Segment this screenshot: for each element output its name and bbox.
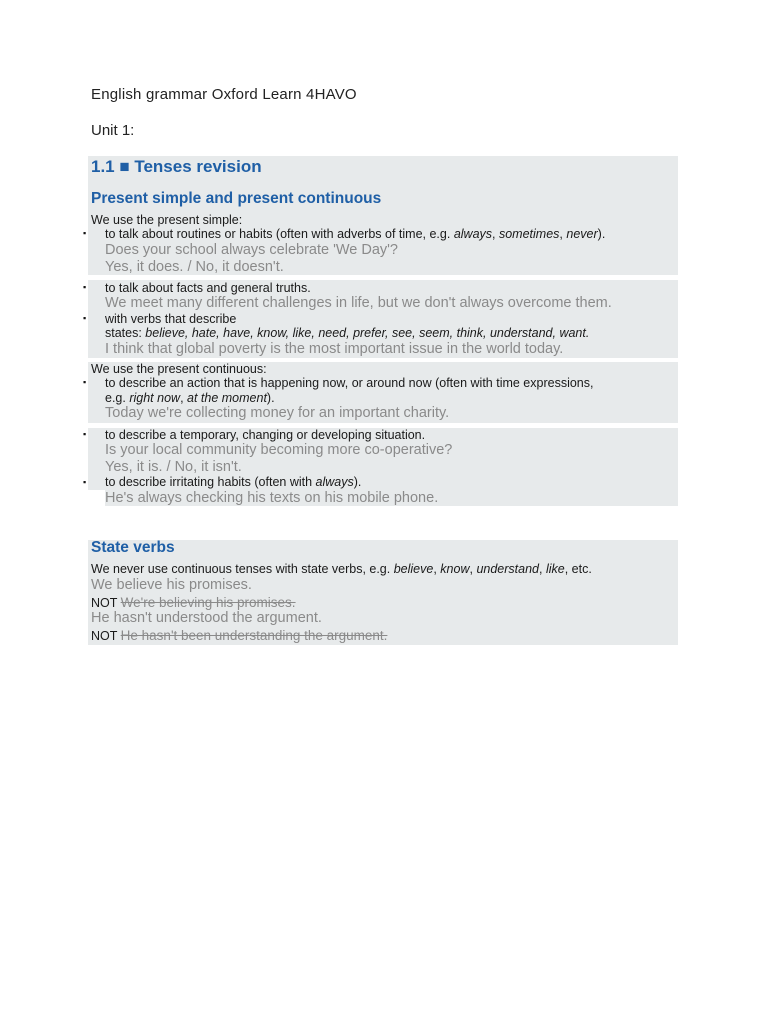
bullet-icon: ▪ <box>83 477 87 487</box>
pc-item-temporary: to describe a temporary, changing or developing situation. <box>105 428 426 442</box>
present-simple-facts-box <box>83 280 678 358</box>
tenses-revision-box <box>83 156 678 275</box>
ps-item-states-line2: states: believe, hate, have, know, like, need, prefer, see, seem, think, understand, want. <box>105 326 590 340</box>
example-text: Does your school always celebrate 'We Day'? <box>105 242 398 258</box>
bullet-icon: ▪ <box>83 282 87 292</box>
document-title: English grammar Oxford Learn 4HAVO <box>91 86 357 103</box>
section-heading: 1.1 ■ Tenses revision <box>91 157 262 176</box>
pc-item-now-line1: to describe an action that is happening now, or around now (often with time expressions, <box>105 376 594 390</box>
pc-item-now-line2: e.g. right now, at the moment). <box>105 391 275 405</box>
ps-item-routines: to talk about routines or habits (often with adverbs of time, e.g. always, sometimes, never). <box>105 227 606 241</box>
example-text: Yes, it is. / No, it isn't. <box>105 459 242 475</box>
ps-item-states-line1: with verbs that describe <box>105 312 237 326</box>
ps-item-facts: to talk about facts and general truths. <box>105 281 311 295</box>
bullet-icon: ▪ <box>83 377 87 387</box>
present-continuous-box <box>83 362 678 423</box>
example-text: He hasn't understood the argument. <box>91 610 322 626</box>
present-continuous-intro: We use the present continuous: <box>91 362 267 376</box>
example-text: We believe his promises. <box>91 577 252 593</box>
present-continuous-more-box <box>83 428 678 490</box>
pc-item-irritating: to describe irritating habits (often with always). <box>105 475 362 489</box>
section-subheading: Present simple and present continuous <box>91 190 382 207</box>
bullet-icon: ▪ <box>83 228 87 238</box>
state-verbs-heading: State verbs <box>91 539 175 556</box>
example-text: He's always checking his texts on his mobile phone. <box>105 490 678 506</box>
state-verbs-intro: We never use continuous tenses with state verbs, e.g. believe, know, understand, like, etc. <box>91 562 592 576</box>
example-text: Yes, it does. / No, it doesn't. <box>105 259 284 275</box>
example-text: Is your local community becoming more co-operative? <box>105 442 453 458</box>
wrong-example: NOT We're believing his promises. <box>91 595 296 610</box>
present-simple-intro: We use the present simple: <box>91 213 243 227</box>
wrong-example: NOT He hasn't been understanding the argument. <box>91 628 388 643</box>
example-text: We meet many different challenges in life, but we don't always overcome them. <box>105 295 612 311</box>
bullet-icon: ▪ <box>83 313 87 323</box>
bullet-icon: ▪ <box>83 429 87 439</box>
example-text: Today we're collecting money for an important charity. <box>105 405 450 421</box>
state-verbs-box <box>88 540 678 645</box>
example-text: I think that global poverty is the most important issue in the world today. <box>105 341 564 357</box>
unit-label: Unit 1: <box>91 122 135 139</box>
